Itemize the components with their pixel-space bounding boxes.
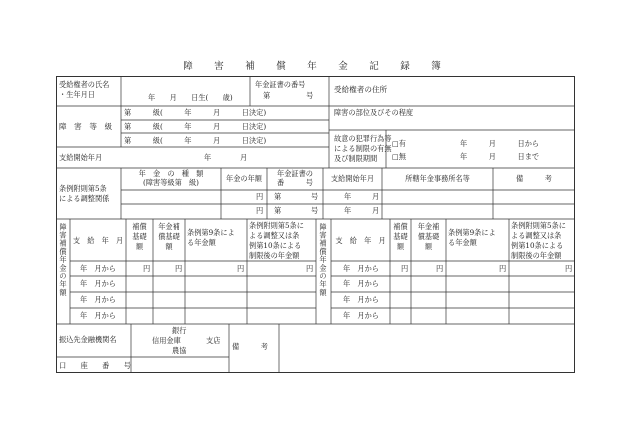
right-month-header: 支 給 年 月 — [335, 236, 386, 245]
recipient-birth-label: ・生年月日 — [59, 90, 95, 99]
adjust-tsuki-1: 月 — [372, 192, 380, 201]
cert-number-label: 年金証書の番号 — [255, 80, 306, 89]
grade-row-1: 第 級( 年 月 日決定) — [124, 108, 267, 117]
grade-row-2: 第 級( 年 月 日決定) — [124, 122, 267, 131]
right-row-4-month: 年 月から — [343, 311, 379, 320]
right-art9-2: る年金額 — [448, 238, 477, 247]
right-adj-4: 制限後の年金額 — [511, 251, 562, 260]
adjust-start-label: 支給開始年月 — [330, 174, 375, 183]
pension-type-grade: (障害等級第 級) — [143, 178, 199, 187]
right-row-3-month: 年 月から — [343, 295, 379, 304]
adjust-dai-2: 第 — [274, 206, 282, 215]
restriction-from: 年 月 日から — [460, 139, 540, 148]
adjust-dai-1: 第 — [274, 192, 282, 201]
disability-grade-label: 障 害 等 級 — [59, 122, 113, 131]
right-art9-1: 条例第9条によ — [448, 228, 496, 237]
right-hosho-1: 補償 — [393, 222, 408, 231]
bank-type-bank: 銀行 — [172, 326, 187, 335]
right-row-1-yen-a: 円 — [401, 264, 409, 273]
right-row-1-month: 年 月から — [343, 264, 379, 273]
adjust-nen-2: 年 — [344, 206, 352, 215]
left-nenkin-1: 年金補 — [158, 222, 180, 231]
adjust-remarks-label: 備 考 — [516, 174, 552, 183]
right-nenkin-1: 年金補 — [417, 222, 440, 231]
adjust-cert-label-2: 番 号 — [277, 178, 313, 187]
crime-label-2: による制限の有無 — [334, 144, 392, 153]
adjust-nen-1: 年 — [344, 192, 352, 201]
left-month-header: 支 給 年 月 — [72, 236, 124, 245]
adjust-gou-2: 号 — [311, 206, 319, 215]
left-row-1-yen-a: 円 — [143, 264, 151, 273]
right-row-1-yen-d: 円 — [565, 264, 573, 273]
bank-branch-label: 支店 — [206, 336, 221, 345]
left-art9-2: る年金額 — [187, 238, 216, 247]
left-row-4-month: 年 月から — [80, 311, 116, 320]
left-hosho-2: 基礎 — [132, 232, 147, 241]
right-nenkin-3: 額 — [424, 242, 433, 251]
right-nenkin-2: 償基礎 — [417, 232, 440, 241]
right-row-1-yen-c: 円 — [499, 264, 507, 273]
bank-remarks-label: 備 考 — [232, 342, 268, 351]
right-adj-2: よる調整又は条 — [511, 231, 562, 240]
has-restriction-checkbox: □有 — [392, 139, 406, 148]
start-month-label: 支給開始年月 — [59, 153, 103, 162]
left-row-1-yen-b: 円 — [175, 264, 183, 273]
left-row-1-yen-d: 円 — [306, 264, 314, 273]
birth-date-field: 年 月 日生( 歳) — [148, 93, 233, 102]
pension-type-label: 年 金 の 種 類 — [138, 169, 204, 178]
left-adj-3: 例第10条による — [249, 241, 302, 250]
adjust-cert-label-1: 年金証書の — [277, 169, 313, 178]
start-month-field: 年 月 — [204, 153, 248, 162]
adjust-yen-2: 円 — [256, 206, 264, 215]
right-adj-3: 例第10条による — [511, 241, 564, 250]
recipient-name-label: 受給権者の氏名 — [59, 80, 110, 89]
grade-row-3: 第 級( 年 月 日決定) — [124, 136, 267, 145]
adjust-yen-1: 円 — [256, 192, 264, 201]
records-side-label: 障害補償年金の年額 — [59, 223, 68, 297]
cert-number-field: 第 号 — [263, 91, 314, 100]
disability-site-label: 障害の部位及びその程度 — [334, 108, 414, 117]
pension-amount-label: 年金の年額 — [226, 174, 262, 183]
records-side-label-right: 障害補償年金の年額 — [319, 223, 328, 297]
left-row-1-yen-c: 円 — [237, 264, 245, 273]
crime-label-1: 故意の犯罪行為等 — [334, 134, 392, 143]
crime-label-3: 及び制限期間 — [334, 154, 378, 163]
right-hosho-3: 額 — [396, 242, 405, 251]
left-adj-1: 条例附則第5条に — [249, 221, 304, 230]
record-form — [56, 76, 575, 373]
left-row-1-month: 年 月から — [80, 264, 116, 273]
bank-label: 振込先金融機関名 — [59, 335, 117, 344]
adjust-label-1: 条例附則第5条 — [59, 184, 107, 193]
left-row-3-month: 年 月から — [80, 295, 116, 304]
right-row-2-month: 年 月から — [343, 279, 379, 288]
left-row-2-month: 年 月から — [80, 279, 116, 288]
left-art9-1: 条例第9条によ — [187, 228, 235, 237]
bank-type-noukyou: 農協 — [172, 346, 187, 355]
adjust-tsuki-2: 月 — [372, 206, 380, 215]
right-row-1-yen-b: 円 — [436, 264, 444, 273]
pension-office-label: 所轄年金事務所名等 — [405, 174, 470, 183]
left-hosho-3: 額 — [135, 242, 144, 251]
adjust-label-2: による調整関係 — [59, 194, 110, 203]
right-adj-1: 条例附則第5条に — [511, 221, 566, 230]
page-title: 障 害 補 償 年 金 記 録 簿 — [183, 61, 447, 72]
left-nenkin-3: 額 — [165, 242, 173, 251]
account-number-label: 口 座 番 号 — [59, 361, 131, 370]
adjust-gou-1: 号 — [311, 192, 319, 201]
bank-type-shinkin: 信用金庫 — [152, 336, 181, 345]
left-adj-2: よる調整又は条 — [249, 231, 300, 240]
restriction-until: 年 月 日まで — [460, 152, 540, 161]
left-hosho-1: 補償 — [132, 222, 147, 231]
left-adj-4: 制限後の年金額 — [249, 251, 300, 260]
address-label: 受給権者の住所 — [334, 85, 388, 94]
no-restriction-checkbox: □無 — [392, 152, 406, 161]
left-nenkin-2: 償基礎 — [158, 232, 180, 241]
right-hosho-2: 基礎 — [393, 232, 408, 241]
